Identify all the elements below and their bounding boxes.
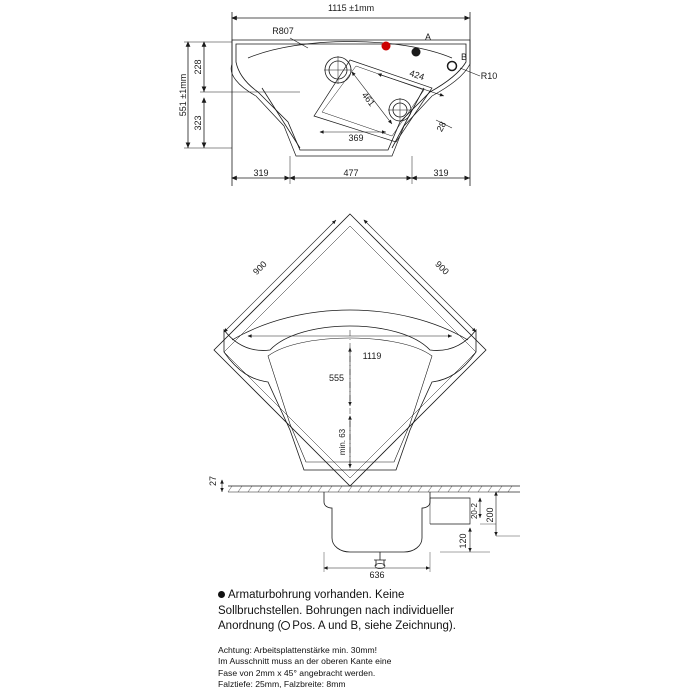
note-main-line-3 [218, 619, 618, 635]
tap-hole-markers [382, 42, 457, 71]
dim-bottom-mid: 477 [343, 168, 359, 178]
dim-section-bowl-width: 636 [369, 570, 385, 580]
corner-view-outline [214, 214, 486, 486]
dim-diag-2: 461 [359, 90, 377, 109]
note-main-line-2: Sollbruchstellen. Bohrungen nach individueller [218, 604, 454, 617]
note-small-line-4: Falztiefe: 25mm, Falzbreite: 8mm [218, 679, 346, 689]
dim-diag-1: 424 [408, 68, 426, 83]
note-small-line-3: Fase von 2mm x 45° angebracht werden. [218, 667, 376, 678]
marker-existing-hole [382, 42, 391, 51]
dim-height-lower: 323 [193, 115, 203, 131]
dim-width-total: 1115 ±1mm [327, 3, 375, 13]
note-main-line-1 [218, 588, 618, 604]
dim-radius-large: R807 [272, 26, 294, 36]
dim-radius-small: R10 [480, 71, 498, 81]
dim-left-leg: 900 [251, 259, 269, 277]
note-small-block [218, 645, 618, 691]
note-text-3-suffix: Pos. A und B, siehe Zeichnung). [292, 620, 456, 632]
note-text-1: Armaturbohrung vorhanden. Keine [228, 589, 405, 601]
dim-bottom-right: 319 [433, 168, 449, 178]
note-text-3-prefix: Anordnung ( [218, 620, 282, 632]
dim-right-leg: 900 [433, 259, 451, 277]
marker-position-a [412, 48, 421, 57]
dim-bottom-left: 319 [253, 168, 269, 178]
label-pos-b: B [460, 52, 468, 62]
dim-edge: 27 [208, 475, 218, 487]
dim-right-small: 28 [434, 119, 449, 134]
filled-dot-icon [218, 591, 225, 598]
dim-section-bowl-depth: 120 [458, 533, 468, 549]
top-view-outline [184, 12, 480, 186]
dim-min-depth: min. 63 [338, 428, 347, 456]
dim-drop: 20-2 [470, 502, 479, 520]
dim-height-upper: 228 [193, 59, 203, 75]
label-pos-a: A [424, 32, 432, 42]
note-small-line-1: Achtung: Arbeitsplattenstärke min. 30mm! [218, 644, 378, 655]
notes-block [218, 588, 618, 691]
dim-bottom-inner: 369 [348, 133, 364, 143]
dim-height-total: 551 ±1mm [178, 73, 188, 117]
hollow-dot-icon [281, 621, 290, 630]
dim-bowl-depth: 555 [328, 373, 344, 383]
dim-total-height: 200 [485, 507, 495, 523]
marker-position-b [448, 62, 457, 71]
dim-bowl-width: 1119 [362, 351, 382, 361]
dimension-labels [178, 3, 497, 580]
section-view-outline [222, 480, 520, 572]
note-small-line-2: Im Ausschnitt muss an der oberen Kante eine [218, 656, 392, 666]
